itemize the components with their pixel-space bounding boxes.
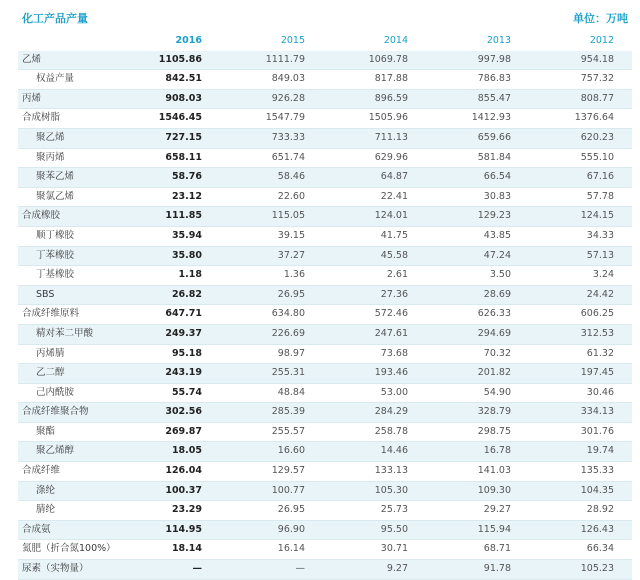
value-cell: 126.04 xyxy=(148,462,220,482)
value-cell: 22.41 xyxy=(323,187,426,207)
table-row xyxy=(18,344,632,364)
value-cell: 95.18 xyxy=(148,344,220,364)
value-cell: 247.61 xyxy=(323,324,426,344)
value-cell: 16.14 xyxy=(220,540,323,560)
row-label: 合成纤维原料 xyxy=(18,305,148,325)
row-label: 聚乙烯 xyxy=(18,128,148,148)
value-cell: 647.71 xyxy=(148,305,220,325)
row-label: 己内酰胺 xyxy=(18,383,148,403)
value-cell: 258.78 xyxy=(323,422,426,442)
value-cell: 105.30 xyxy=(323,481,426,501)
value-cell: 104.35 xyxy=(529,481,632,501)
value-cell: 47.24 xyxy=(426,246,529,266)
table-row xyxy=(18,383,632,403)
value-cell: 954.18 xyxy=(529,51,632,70)
value-cell: 27.36 xyxy=(323,285,426,305)
table-row xyxy=(18,324,632,344)
value-cell: 1.18 xyxy=(148,266,220,286)
value-cell: 96.90 xyxy=(220,520,323,540)
row-label: 聚苯乙烯 xyxy=(18,168,148,188)
value-cell: 57.13 xyxy=(529,246,632,266)
value-cell: 757.32 xyxy=(529,70,632,90)
row-label: 聚乙烯醇 xyxy=(18,442,148,462)
value-cell: 111.85 xyxy=(148,207,220,227)
value-cell: 115.94 xyxy=(426,520,529,540)
row-label: 合成纤维聚合物 xyxy=(18,403,148,423)
row-label: SBS xyxy=(18,285,148,305)
value-cell: — xyxy=(220,560,323,580)
value-cell: 24.42 xyxy=(529,285,632,305)
table-row xyxy=(18,266,632,286)
table-row xyxy=(18,285,632,305)
value-cell: 26.95 xyxy=(220,501,323,521)
table-row xyxy=(18,70,632,90)
table-row xyxy=(18,481,632,501)
value-cell: 659.66 xyxy=(426,128,529,148)
value-cell: 48.84 xyxy=(220,383,323,403)
value-cell: 26.95 xyxy=(220,285,323,305)
row-label: 合成氨 xyxy=(18,520,148,540)
value-cell: 3.24 xyxy=(529,266,632,286)
value-cell: 129.23 xyxy=(426,207,529,227)
row-label: 聚丙烯 xyxy=(18,148,148,168)
table-row xyxy=(18,51,632,70)
header-cell-year: 2014 xyxy=(383,35,408,46)
row-label: 丙烯腈 xyxy=(18,344,148,364)
table-row xyxy=(18,364,632,384)
table-row xyxy=(18,462,632,482)
value-cell: — xyxy=(148,560,220,580)
value-cell: 133.13 xyxy=(323,462,426,482)
value-cell: 243.19 xyxy=(148,364,220,384)
header-cell-year: 2012 xyxy=(589,35,614,46)
value-cell: 606.25 xyxy=(529,305,632,325)
value-cell: 54.90 xyxy=(426,383,529,403)
value-cell: 249.37 xyxy=(148,324,220,344)
value-cell: 115.05 xyxy=(220,207,323,227)
value-cell: 55.74 xyxy=(148,383,220,403)
value-cell: 284.29 xyxy=(323,403,426,423)
value-cell: 294.69 xyxy=(426,324,529,344)
table-row xyxy=(18,422,632,442)
value-cell: 95.50 xyxy=(323,520,426,540)
value-cell: 302.56 xyxy=(148,403,220,423)
row-label: 丙烯 xyxy=(18,89,148,109)
production-table xyxy=(18,32,632,580)
row-label: 聚酯 xyxy=(18,422,148,442)
value-cell: 68.71 xyxy=(426,540,529,560)
value-cell: 997.98 xyxy=(426,51,529,70)
table-row xyxy=(18,246,632,266)
value-cell: 1412.93 xyxy=(426,109,529,129)
value-cell: 285.39 xyxy=(220,403,323,423)
value-cell: 16.60 xyxy=(220,442,323,462)
value-cell: 98.97 xyxy=(220,344,323,364)
value-cell: 30.71 xyxy=(323,540,426,560)
value-cell: 572.46 xyxy=(323,305,426,325)
value-cell: 269.87 xyxy=(148,422,220,442)
value-cell: 197.45 xyxy=(529,364,632,384)
value-cell: 100.37 xyxy=(148,481,220,501)
value-cell: 124.15 xyxy=(529,207,632,227)
value-cell: 334.13 xyxy=(529,403,632,423)
table-row xyxy=(18,226,632,246)
table-row xyxy=(18,305,632,325)
value-cell: 66.34 xyxy=(529,540,632,560)
value-cell: 26.82 xyxy=(148,285,220,305)
value-cell: 555.10 xyxy=(529,148,632,168)
value-cell: 193.46 xyxy=(323,364,426,384)
row-label: 聚氯乙烯 xyxy=(18,187,148,207)
header-row xyxy=(18,32,632,51)
value-cell: 30.83 xyxy=(426,187,529,207)
table-row xyxy=(18,128,632,148)
value-cell: 66.54 xyxy=(426,168,529,188)
value-cell: 34.33 xyxy=(529,226,632,246)
table-row xyxy=(18,148,632,168)
value-cell: 109.30 xyxy=(426,481,529,501)
value-cell: 141.03 xyxy=(426,462,529,482)
value-cell: 711.13 xyxy=(323,128,426,148)
value-cell: 135.33 xyxy=(529,462,632,482)
value-cell: 301.76 xyxy=(529,422,632,442)
value-cell: 581.84 xyxy=(426,148,529,168)
row-label: 腈纶 xyxy=(18,501,148,521)
unit-label: 单位：万吨 xyxy=(573,12,628,25)
value-cell: 29.27 xyxy=(426,501,529,521)
value-cell: 1546.45 xyxy=(148,109,220,129)
value-cell: 808.77 xyxy=(529,89,632,109)
value-cell: 255.31 xyxy=(220,364,323,384)
value-cell: 1376.64 xyxy=(529,109,632,129)
value-cell: 312.53 xyxy=(529,324,632,344)
value-cell: 16.78 xyxy=(426,442,529,462)
table-row xyxy=(18,501,632,521)
value-cell: 28.69 xyxy=(426,285,529,305)
row-label: 精对苯二甲酸 xyxy=(18,324,148,344)
value-cell: 855.47 xyxy=(426,89,529,109)
value-cell: 896.59 xyxy=(323,89,426,109)
value-cell: 226.69 xyxy=(220,324,323,344)
value-cell: 23.29 xyxy=(148,501,220,521)
value-cell: 201.82 xyxy=(426,364,529,384)
value-cell: 25.73 xyxy=(323,501,426,521)
value-cell: 53.00 xyxy=(323,383,426,403)
value-cell: 70.32 xyxy=(426,344,529,364)
value-cell: 114.95 xyxy=(148,520,220,540)
value-cell: 67.16 xyxy=(529,168,632,188)
row-label: 合成树脂 xyxy=(18,109,148,129)
row-label: 氮肥（折合氮100%） xyxy=(18,540,148,560)
header-cell-year: 2013 xyxy=(486,35,511,46)
value-cell: 634.80 xyxy=(220,305,323,325)
value-cell: 18.05 xyxy=(148,442,220,462)
value-cell: 61.32 xyxy=(529,344,632,364)
value-cell: 43.85 xyxy=(426,226,529,246)
value-cell: 64.87 xyxy=(323,168,426,188)
value-cell: 1547.79 xyxy=(220,109,323,129)
table-row xyxy=(18,403,632,423)
table-row xyxy=(18,89,632,109)
value-cell: 620.23 xyxy=(529,128,632,148)
value-cell: 28.92 xyxy=(529,501,632,521)
value-cell: 129.57 xyxy=(220,462,323,482)
value-cell: 124.01 xyxy=(323,207,426,227)
table-row xyxy=(18,442,632,462)
value-cell: 41.75 xyxy=(323,226,426,246)
value-cell: 926.28 xyxy=(220,89,323,109)
value-cell: 58.76 xyxy=(148,168,220,188)
value-cell: 39.15 xyxy=(220,226,323,246)
value-cell: 658.11 xyxy=(148,148,220,168)
value-cell: 37.27 xyxy=(220,246,323,266)
value-cell: 100.77 xyxy=(220,481,323,501)
row-label: 权益产量 xyxy=(18,70,148,90)
value-cell: 30.46 xyxy=(529,383,632,403)
row-label: 丁基橡胶 xyxy=(18,266,148,286)
value-cell: 849.03 xyxy=(220,70,323,90)
row-label: 乙烯 xyxy=(18,51,148,70)
table-row xyxy=(18,560,632,580)
table-row xyxy=(18,207,632,227)
value-cell: 35.94 xyxy=(148,226,220,246)
value-cell: 45.58 xyxy=(323,246,426,266)
row-label: 尿素（实物量） xyxy=(18,560,148,580)
value-cell: 73.68 xyxy=(323,344,426,364)
value-cell: 57.78 xyxy=(529,187,632,207)
value-cell: 328.79 xyxy=(426,403,529,423)
value-cell: 651.74 xyxy=(220,148,323,168)
value-cell: 908.03 xyxy=(148,89,220,109)
value-cell: 629.96 xyxy=(323,148,426,168)
value-cell: 1105.86 xyxy=(148,51,220,70)
row-label: 涤纶 xyxy=(18,481,148,501)
row-label: 合成橡胶 xyxy=(18,207,148,227)
header-cell-name xyxy=(18,32,148,51)
value-cell: 3.50 xyxy=(426,266,529,286)
value-cell: 14.46 xyxy=(323,442,426,462)
row-label: 乙二醇 xyxy=(18,364,148,384)
row-label: 合成纤维 xyxy=(18,462,148,482)
row-label: 顺丁橡胶 xyxy=(18,226,148,246)
value-cell: 842.51 xyxy=(148,70,220,90)
value-cell: 626.33 xyxy=(426,305,529,325)
value-cell: 1505.96 xyxy=(323,109,426,129)
table-row xyxy=(18,168,632,188)
table-row xyxy=(18,540,632,560)
value-cell: 9.27 xyxy=(323,560,426,580)
value-cell: 1.36 xyxy=(220,266,323,286)
value-cell: 19.74 xyxy=(529,442,632,462)
value-cell: 1111.79 xyxy=(220,51,323,70)
value-cell: 786.83 xyxy=(426,70,529,90)
value-cell: 126.43 xyxy=(529,520,632,540)
value-cell: 58.46 xyxy=(220,168,323,188)
table-row xyxy=(18,187,632,207)
row-label: 丁苯橡胶 xyxy=(18,246,148,266)
table-title: 化工产品产量 xyxy=(22,12,88,25)
value-cell: 727.15 xyxy=(148,128,220,148)
value-cell: 1069.78 xyxy=(323,51,426,70)
value-cell: 18.14 xyxy=(148,540,220,560)
value-cell: 22.60 xyxy=(220,187,323,207)
header-cell-year: 2016 xyxy=(175,35,202,46)
table-row xyxy=(18,109,632,129)
value-cell: 2.61 xyxy=(323,266,426,286)
value-cell: 35.80 xyxy=(148,246,220,266)
value-cell: 91.78 xyxy=(426,560,529,580)
value-cell: 105.23 xyxy=(529,560,632,580)
value-cell: 733.33 xyxy=(220,128,323,148)
value-cell: 23.12 xyxy=(148,187,220,207)
value-cell: 255.57 xyxy=(220,422,323,442)
header-cell-year: 2015 xyxy=(280,35,305,46)
value-cell: 298.75 xyxy=(426,422,529,442)
table-row xyxy=(18,520,632,540)
value-cell: 817.88 xyxy=(323,70,426,90)
